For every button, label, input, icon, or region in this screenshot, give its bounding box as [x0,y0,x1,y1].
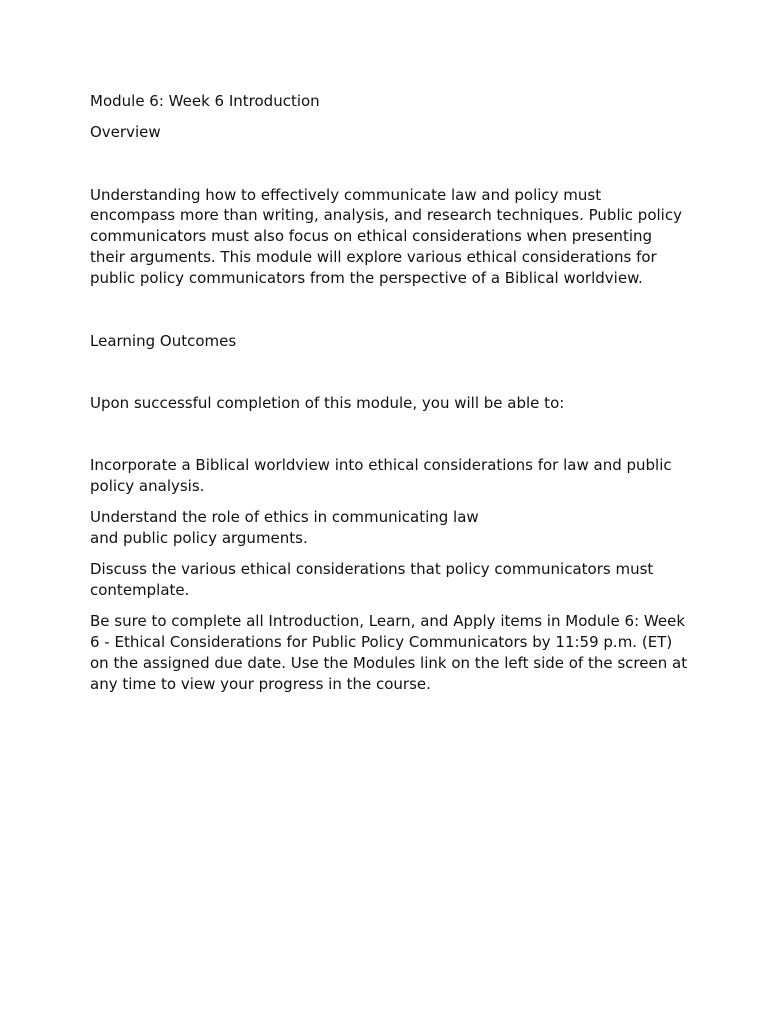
outcome-item: Discuss the various ethical considerations that policy communicators must contemplate. [90,560,654,600]
outcome-item-line: and public policy arguments. [90,529,308,548]
overview-heading: Overview [90,123,161,142]
completion-note: Be sure to complete all Introduction, Learn, and Apply items in Module 6: Week 6 - Ethical Considerations for Public Policy Communicators by 11:59 p.m. (ET) on the assigned due date. Use the Modules link on the left side of the screen at any time to view your progress in the course. [90,612,688,693]
overview-paragraph: Understanding how to effectively communicate law and policy must encompass more than writing, analysis, and research techniques. Public policy communicators must also focus on ethical considerations when presenting their arguments. This module will explore various ethical considerations for public policy communicators from the perspective of a Biblical worldview. [90,185,682,287]
page-title: Module 6: Week 6 Introduction [90,92,320,110]
outcome-item-line: Understand the role of ethics in communicating law [90,508,479,527]
outcome-item [90,507,690,549]
outcome-item: Incorporate a Biblical worldview into ethical considerations for law and public policy analysis. [90,456,672,495]
document-page [90,91,690,695]
learning-outcomes-intro: Upon successful completion of this module, you will be able to: [90,393,565,412]
learning-outcomes-heading: Learning Outcomes [90,331,237,350]
